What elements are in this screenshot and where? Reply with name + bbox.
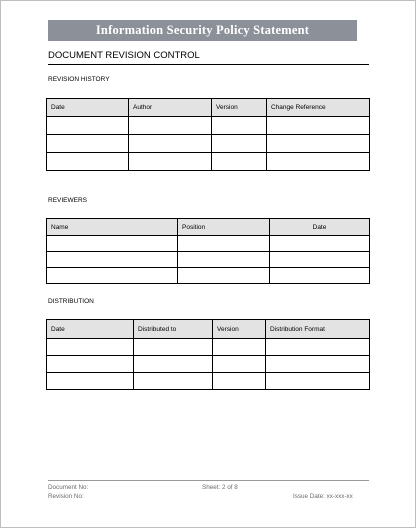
table-cell[interactable]	[134, 373, 213, 390]
table-cell[interactable]	[47, 373, 134, 390]
table-row	[47, 236, 370, 252]
table-cell[interactable]	[134, 339, 213, 356]
table-cell[interactable]	[267, 153, 370, 171]
table-cell[interactable]	[47, 268, 178, 284]
reviewers-table	[46, 218, 370, 284]
table-cell[interactable]	[266, 356, 370, 373]
table-cell[interactable]	[212, 153, 267, 171]
table-cell[interactable]	[212, 135, 267, 153]
footer-divider	[48, 480, 369, 481]
table-cell[interactable]	[270, 252, 370, 268]
table-cell[interactable]	[266, 339, 370, 356]
reviewers-label: REVIEWERS	[48, 197, 88, 204]
table-header-row	[47, 219, 370, 236]
table-cell[interactable]	[213, 356, 266, 373]
column-header-author: Author	[129, 99, 212, 117]
table-cell[interactable]	[129, 135, 212, 153]
table-cell[interactable]	[270, 268, 370, 284]
table-cell[interactable]	[47, 153, 129, 171]
table-cell[interactable]	[267, 117, 370, 135]
distribution-label: DISTRIBUTION	[48, 298, 94, 305]
document-title: Information Security Policy Statement	[48, 20, 357, 41]
table-cell[interactable]	[129, 153, 212, 171]
footer-revision-no: Revision No:	[48, 493, 84, 500]
table-header-row	[47, 99, 370, 117]
table-cell[interactable]	[129, 117, 212, 135]
column-header-change-reference: Change Reference	[267, 99, 370, 117]
table-cell[interactable]	[178, 252, 270, 268]
section-heading: DOCUMENT REVISION CONTROL	[48, 50, 200, 61]
table-row	[47, 135, 370, 153]
table-cell[interactable]	[266, 373, 370, 390]
table-cell[interactable]	[47, 356, 134, 373]
table-row	[47, 356, 370, 373]
footer-document-no: Document No:	[48, 484, 89, 491]
column-header-name: Name	[47, 219, 178, 236]
column-header-date: Date	[270, 219, 370, 236]
table-cell[interactable]	[47, 236, 178, 252]
column-header-date: Date	[47, 320, 134, 339]
table-cell[interactable]	[270, 236, 370, 252]
table-row	[47, 339, 370, 356]
revision-history-table	[46, 98, 370, 171]
footer-sheet: Sheet: 2 of 8	[202, 484, 238, 491]
table-cell[interactable]	[267, 135, 370, 153]
table-cell[interactable]	[178, 268, 270, 284]
table-header-row	[47, 320, 370, 339]
table-row	[47, 252, 370, 268]
column-header-position: Position	[178, 219, 270, 236]
table-cell[interactable]	[47, 339, 134, 356]
table-row	[47, 268, 370, 284]
table-cell[interactable]	[212, 117, 267, 135]
column-header-version: Version	[212, 99, 267, 117]
revision-history-label: REVISION HISTORY	[48, 76, 110, 83]
footer-issue-date: Issue Date: xx-xxx-xx	[293, 493, 353, 500]
table-cell[interactable]	[213, 339, 266, 356]
column-header-date: Date	[47, 99, 129, 117]
table-cell[interactable]	[213, 373, 266, 390]
column-header-version: Version	[213, 320, 266, 339]
column-header-distribution-format: Distribution Format	[266, 320, 370, 339]
table-row	[47, 117, 370, 135]
heading-divider	[48, 64, 369, 65]
table-cell[interactable]	[178, 236, 270, 252]
table-row	[47, 373, 370, 390]
table-cell[interactable]	[47, 117, 129, 135]
distribution-table	[46, 319, 370, 390]
table-row	[47, 153, 370, 171]
column-header-distributed-to: Distributed to	[134, 320, 213, 339]
table-cell[interactable]	[134, 356, 213, 373]
table-cell[interactable]	[47, 135, 129, 153]
table-cell[interactable]	[47, 252, 178, 268]
